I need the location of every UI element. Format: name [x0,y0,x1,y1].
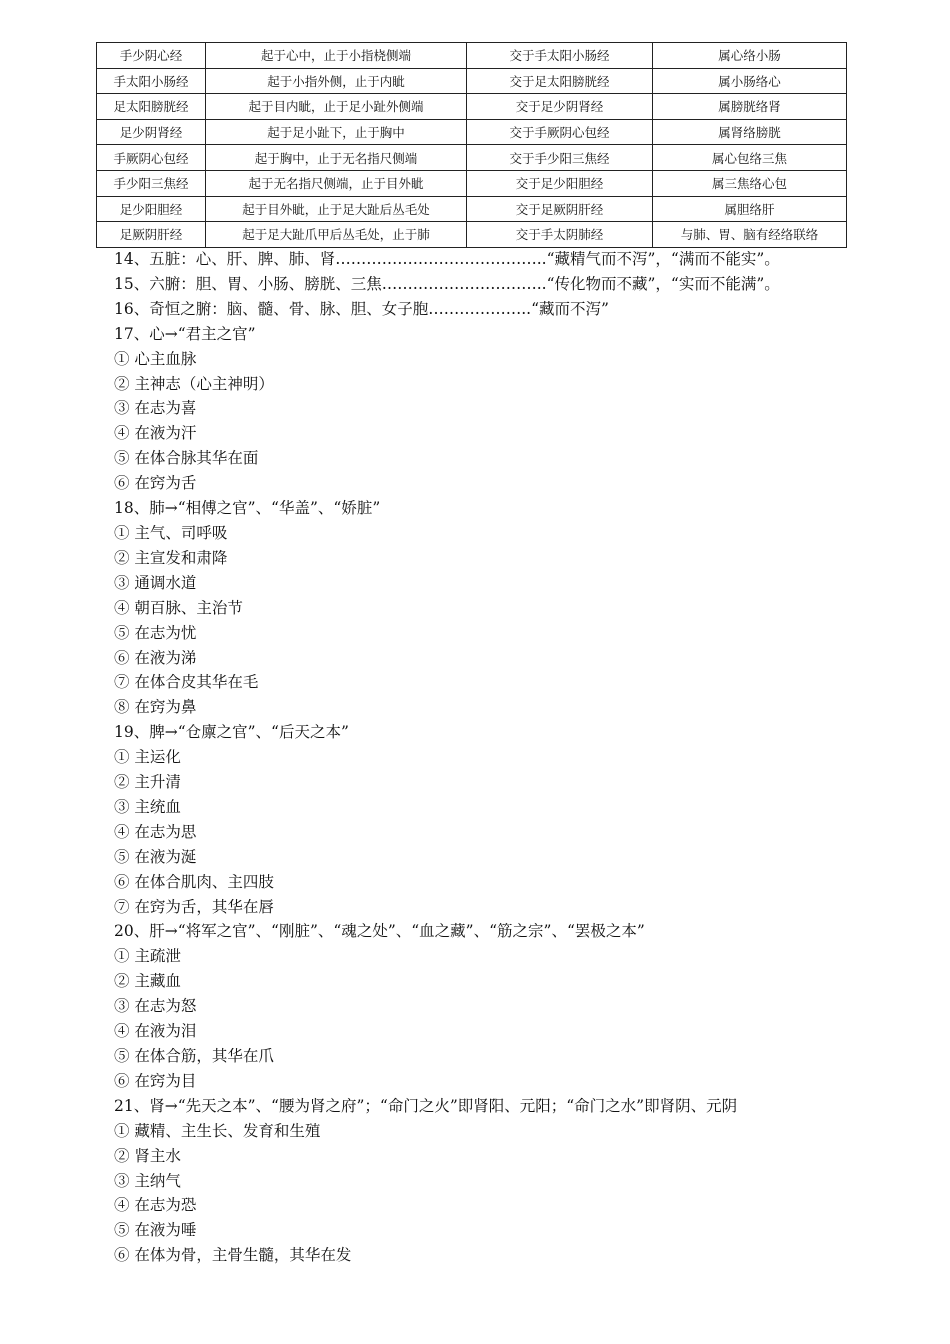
meridian-name-cell: 手少阴心经 [97,43,206,69]
meridian-junction-cell: 交于足少阴肾经 [467,94,653,120]
list-item: ④ 在液为泪 [114,1022,197,1041]
list-item: ⑥ 在体合肌肉、主四肢 [114,872,274,891]
list-item: ⑤ 在液为唾 [114,1221,197,1240]
list-item: ⑦ 在体合皮其华在毛 [114,673,259,692]
list-item: ② 主升清 [114,773,181,792]
meridian-relation-cell: 属胆络肝 [653,196,847,222]
meridian-name-cell: 手太阳小肠经 [97,68,206,94]
section-lung-heading: 18、肺→“相傅之官”、“华盖”、“娇脏” [114,499,381,518]
meridian-junction-cell: 交于手太阳小肠经 [467,43,653,69]
section-kidney-heading: 21、肾→“先天之本”、“腰为肾之府”；“命门之火”即肾阳、元阳；“命门之水”即肾阴、元阴 [114,1096,738,1115]
list-item: ④ 在志为恐 [114,1196,197,1215]
meridian-name-cell: 手厥阴心包经 [97,145,206,171]
list-item: ④ 在液为汗 [114,424,197,443]
list-item: ③ 在志为喜 [114,399,197,418]
meridian-course-cell: 起于小指外侧，止于内眦 [206,68,467,94]
meridian-relation-cell: 属小肠络心 [653,68,847,94]
section-heart-heading: 17、心→“君主之官” [114,324,256,343]
list-item: ② 主神志（心主神明） [114,374,274,393]
meridian-course-cell: 起于目外眦，止于足大趾后丛毛处 [206,196,467,222]
list-item: ③ 通调水道 [114,573,197,592]
list-item: ⑥ 在体为骨，主骨生髓，其华在发 [114,1246,352,1265]
meridian-name-cell: 手少阳三焦经 [97,170,206,196]
meridian-name-cell: 足少阳胆经 [97,196,206,222]
meridian-relation-cell: 属肾络膀胱 [653,119,847,145]
list-item: ⑤ 在体合筋，其华在爪 [114,1047,274,1065]
meridian-junction-cell: 交于足厥阴肝经 [467,196,653,222]
list-item: ⑧ 在窍为鼻 [114,698,197,717]
section-spleen-heading: 19、脾→“仓廪之官”、“后天之本” [114,723,349,742]
table-row [97,170,847,196]
meridian-table [96,42,847,248]
table-row [97,68,847,94]
list-item: ① 心主血脉 [114,349,197,368]
meridian-relation-cell: 属三焦络心包 [653,170,847,196]
meridian-course-cell: 起于无名指尺侧端，止于目外眦 [206,170,467,196]
list-item: ⑥ 在窍为舌 [114,474,197,493]
meridian-relation-cell: 与肺、胃、脑有经络联络 [653,222,847,248]
list-item: ④ 朝百脉、主治节 [114,598,243,617]
meridian-course-cell: 起于心中，止于小指桡侧端 [206,43,467,69]
list-item: ① 主气、司呼吸 [114,523,228,542]
meridian-name-cell: 足厥阴肝经 [97,222,206,248]
list-item: ② 主宣发和肃降 [114,548,228,567]
table-row [97,222,847,248]
meridian-junction-cell: 交于手少阳三焦经 [467,145,653,171]
item-14-zang-organs: 14、五脏：心、肝、脾、肺、肾…………………………………..“藏精气而不泻”，“满而不能实”。 [114,250,780,268]
meridian-course-cell: 起于足小趾下，止于胸中 [206,119,467,145]
list-item: ⑤ 在体合脉其华在面 [114,449,259,468]
meridian-course-cell: 起于胸中，止于无名指尺侧端 [206,145,467,171]
list-item: ④ 在志为思 [114,822,197,841]
table-row [97,43,847,69]
meridian-relation-cell: 属心络小肠 [653,43,847,69]
list-item: ③ 主纳气 [114,1171,181,1190]
list-item: ① 主疏泄 [114,947,181,966]
list-item: ③ 主统血 [114,797,181,816]
meridian-junction-cell: 交于足太阳膀胱经 [467,68,653,94]
list-item: ② 肾主水 [114,1146,181,1165]
list-item: ⑤ 在志为忧 [114,623,197,642]
meridian-relation-cell: 属心包络三焦 [653,145,847,171]
item-15-fu-organs: 15、六腑：胆、胃、小肠、膀胱、三焦…………………………..“传化物而不藏”，“实而不能满”。 [114,274,780,293]
meridian-relation-cell: 属膀胱络肾 [653,94,847,120]
list-item: ⑤ 在液为涎 [114,847,197,866]
list-item: ⑥ 在窍为目 [114,1071,197,1090]
list-item: ① 主运化 [114,748,181,767]
section-liver-heading: 20、肝→“将军之官”、“刚脏”、“魂之处”、“血之藏”、“筋之宗”、“罢极之本” [114,922,645,941]
meridian-junction-cell: 交于足少阳胆经 [467,170,653,196]
meridian-junction-cell: 交于手太阴肺经 [467,222,653,248]
list-item: ① 藏精、主生长、发育和生殖 [114,1121,321,1140]
table-row [97,145,847,171]
list-item: ③ 在志为怒 [114,997,197,1016]
list-item: ⑥ 在液为涕 [114,648,197,667]
table-row [97,196,847,222]
meridian-course-cell: 起于目内眦，止于足小趾外侧端 [206,94,467,120]
meridian-junction-cell: 交于手厥阴心包经 [467,119,653,145]
list-item: ② 主藏血 [114,972,181,991]
list-item: ⑦ 在窍为舌，其华在唇 [114,897,274,916]
table-row [97,119,847,145]
meridian-name-cell: 足少阴肾经 [97,119,206,145]
item-16-extraordinary-fu: 16、奇恒之腑：脑、髓、骨、脉、胆、女子胞………………..“藏而不泻” [114,299,609,318]
table-row [97,94,847,120]
meridian-name-cell: 足太阳膀胱经 [97,94,206,120]
meridian-course-cell: 起于足大趾爪甲后丛毛处，止于肺 [206,222,467,248]
notes-body [114,247,854,1268]
